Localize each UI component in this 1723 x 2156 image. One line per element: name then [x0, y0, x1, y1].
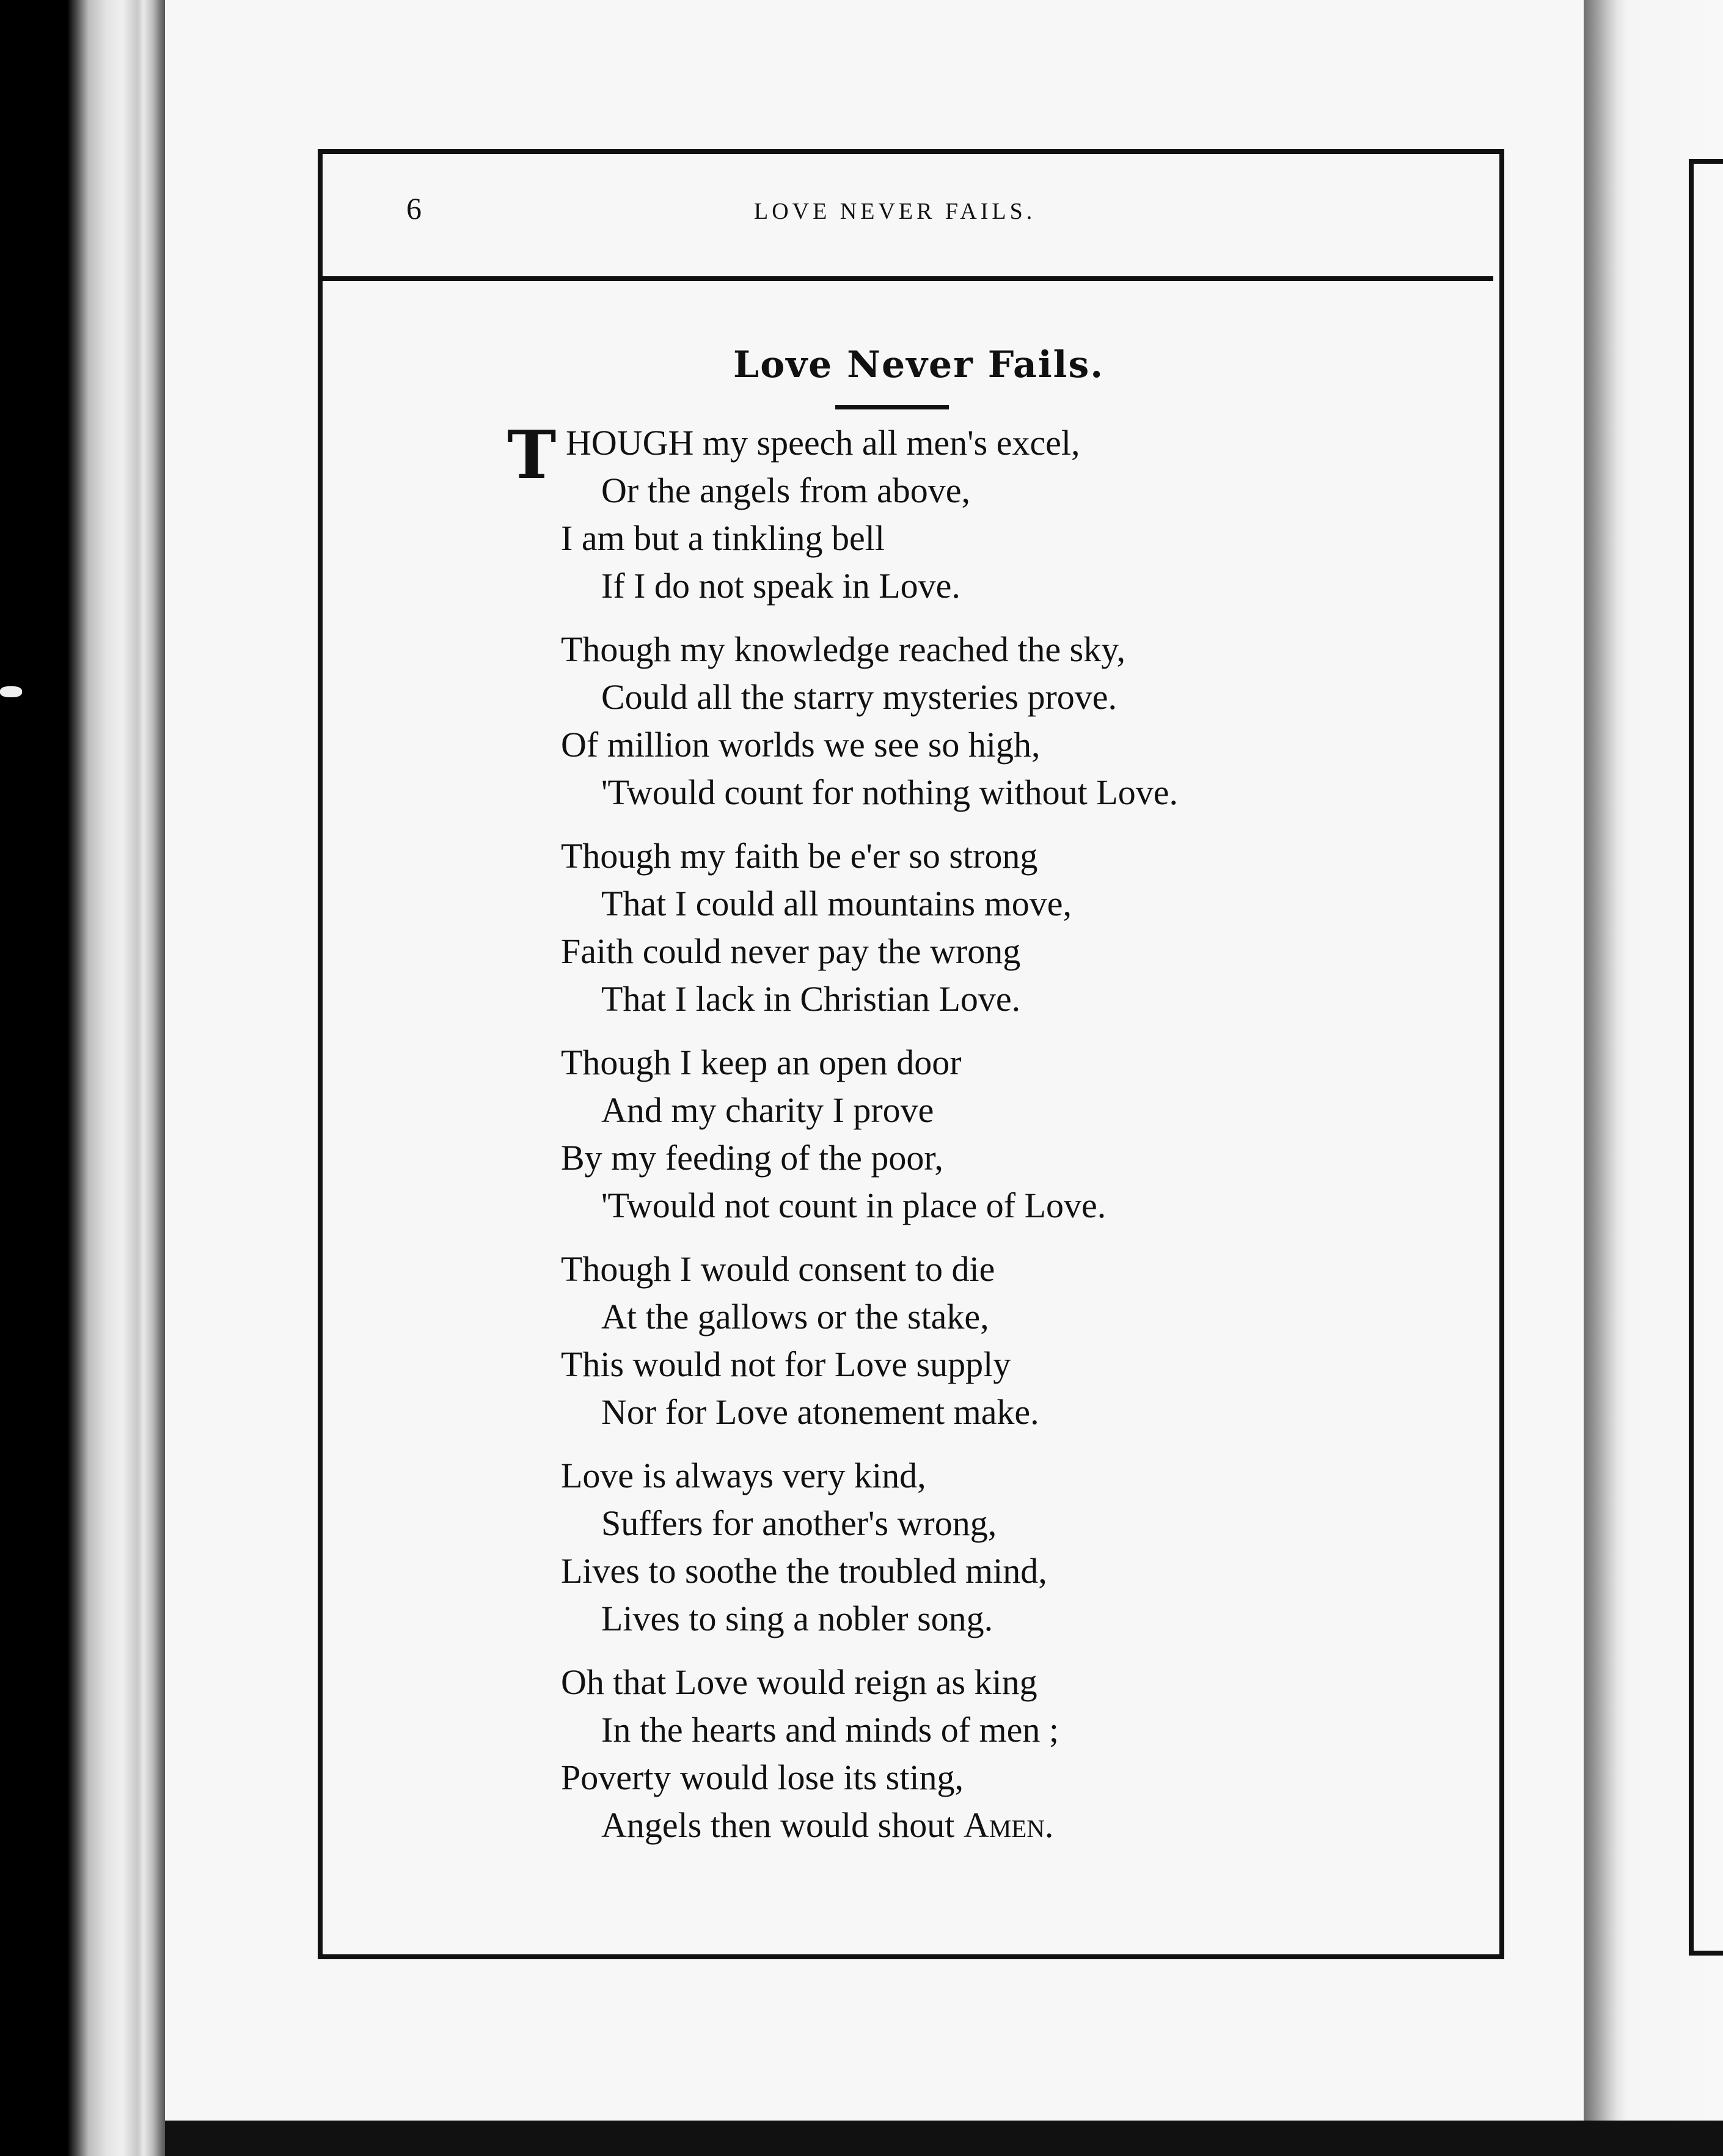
closing-word: Amen — [963, 1805, 1045, 1845]
poem-line: Though my faith be e'er so strong — [561, 836, 1038, 876]
poem-line: This would not for Love supply — [561, 1344, 1011, 1384]
poem-line: That I lack in Christian Love. — [601, 979, 1021, 1019]
drop-cap: T — [507, 417, 557, 494]
poem-line: Suffers for another's wrong, — [601, 1503, 997, 1543]
poem-line: Faith could never pay the wrong — [561, 931, 1021, 971]
poem-line: That I could all mountains move, — [601, 884, 1072, 923]
poem-line: And my charity I prove — [601, 1090, 934, 1130]
poem-line: In the hearts and minds of men ; — [601, 1710, 1059, 1750]
poem-line: Oh that Love would reign as king — [561, 1662, 1037, 1702]
poem-line: Of million worlds we see so high, — [561, 725, 1041, 765]
poem-title: Love Never Fails. — [733, 343, 1105, 386]
poem-line: 'Twould not count in place of Love. — [601, 1186, 1107, 1225]
running-head: LOVE NEVER FAILS. — [754, 199, 1036, 224]
poem-line: If I do not speak in Love. — [601, 566, 960, 606]
poem-line-text: Angels then would shout — [601, 1805, 955, 1845]
poem-line: 'Twould count for nothing without Love. — [601, 772, 1178, 812]
poem-line: Lives to sing a nobler song. — [601, 1599, 993, 1638]
poem-line: HOUGH my speech all men's excel, — [566, 423, 1080, 463]
poem-line: Or the angels from above, — [601, 471, 970, 510]
poem-line: Lives to soothe the troubled mind, — [561, 1551, 1047, 1591]
poem-line: I am but a tinkling bell — [561, 518, 885, 558]
closing-punct: . — [1044, 1805, 1054, 1845]
poem-line: Nor for Love atonement make. — [601, 1392, 1039, 1432]
poem-line: Poverty would lose its sting, — [561, 1758, 964, 1797]
poem-line: Though my knowledge reached the sky, — [561, 629, 1125, 669]
poem-line: By my feeding of the poor, — [561, 1138, 943, 1178]
poem-line: Though I keep an open door — [561, 1043, 962, 1082]
page-number: 6 — [406, 191, 422, 226]
poem-line: Could all the starry mysteries prove. — [601, 677, 1118, 717]
poem-line: Though I would consent to die — [561, 1249, 995, 1289]
poem-line — [601, 1804, 1053, 1847]
poem-line: Love is always very kind, — [561, 1456, 926, 1495]
poem-line: At the gallows or the stake, — [601, 1297, 989, 1336]
